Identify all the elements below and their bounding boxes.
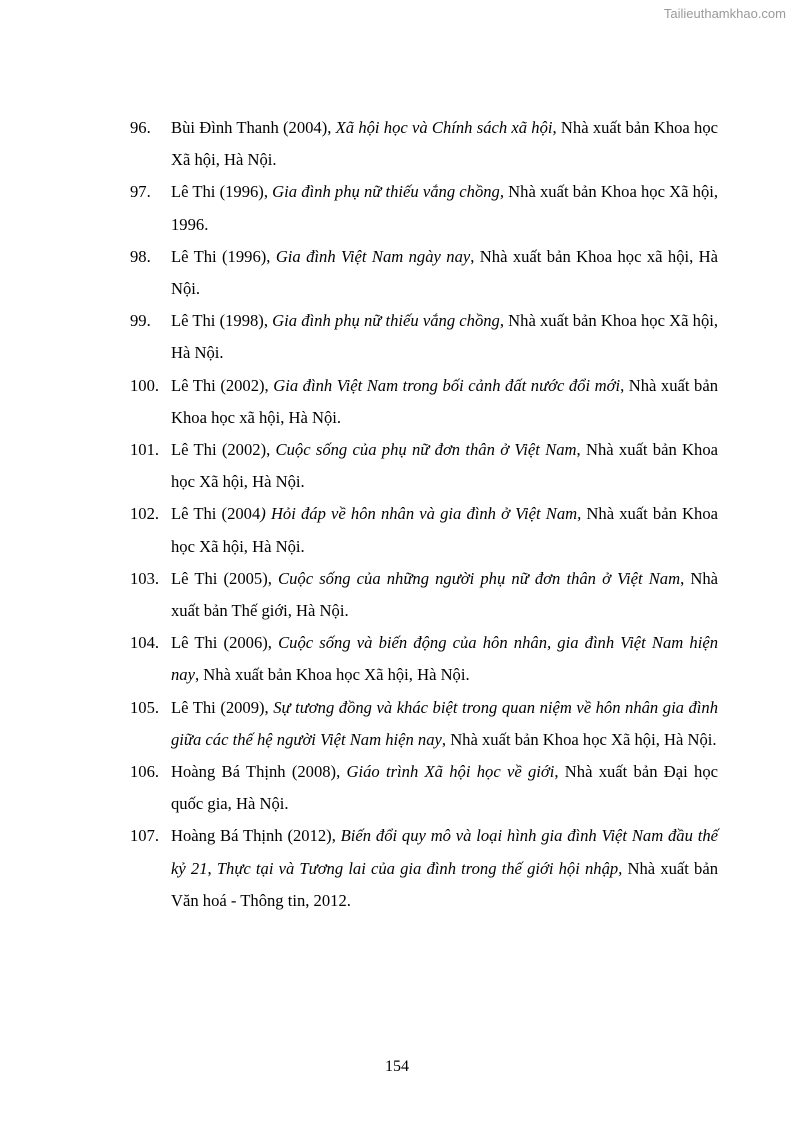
reference-segment: , Nhà xuất bản Khoa học xã hội, Hà Nội. bbox=[171, 246, 719, 299]
reference-segment: Nhà xuất bản Khoa học Xã hội, Hà Nội. bbox=[171, 504, 718, 556]
reference-segment: Hoàng Bá Thịnh (2012), bbox=[171, 826, 341, 846]
reference-list bbox=[130, 112, 718, 917]
reference-segment: , Nhà xuất bản Đại học quốc gia, Hà Nội. bbox=[171, 762, 718, 814]
reference-title: Cuộc sống của phụ nữ đơn thân ở Việt Nam bbox=[275, 440, 577, 460]
reference-segment: Lê Thi (2002), bbox=[171, 375, 274, 395]
reference-text bbox=[171, 241, 718, 305]
reference-number: 97. bbox=[130, 182, 151, 202]
reference-item bbox=[130, 692, 718, 756]
reference-title: Gia đình phụ nữ thiếu vắng chồng, bbox=[272, 182, 504, 202]
reference-item bbox=[130, 176, 718, 240]
page-number: 154 bbox=[385, 1058, 409, 1075]
reference-title: Sự tương đồng và khác biệt trong quan niệm về hôn nhân gia đình giữa các thế hệ người Việt Nam hiện nay bbox=[171, 697, 719, 749]
reference-title: Xã hội học và Chính sách xã hội, bbox=[335, 118, 557, 137]
reference-text bbox=[171, 498, 718, 562]
reference-title: Gia đình phụ nữ thiếu vắng chồng bbox=[272, 311, 500, 331]
reference-segment: Bùi Đình Thanh (2004), bbox=[171, 118, 336, 137]
reference-segment: Lê Thi (2002), bbox=[171, 440, 276, 460]
reference-item bbox=[130, 820, 718, 917]
reference-item bbox=[130, 370, 718, 434]
reference-segment: Lê Thi (2006), bbox=[171, 633, 279, 653]
reference-item bbox=[130, 434, 718, 498]
reference-title: Gia đình Việt Nam ngày nay bbox=[275, 246, 471, 266]
reference-text bbox=[171, 692, 718, 756]
reference-title: ) Hỏi đáp về hôn nhân và gia đình ở Việt Nam, bbox=[260, 504, 582, 524]
reference-segment: Lê Thi (2009), bbox=[171, 697, 274, 717]
reference-title: Gia đình Việt Nam trong bối cảnh đất nước đổi mới bbox=[273, 375, 621, 395]
reference-item bbox=[130, 112, 718, 176]
reference-text bbox=[171, 563, 718, 627]
reference-number: 103. bbox=[130, 568, 160, 588]
reference-text bbox=[171, 370, 718, 434]
reference-title: Biến đổi quy mô và loại hình gia đình Việt Nam đầu thế kỷ 21 bbox=[171, 826, 718, 878]
reference-text bbox=[171, 627, 718, 691]
reference-segment: , Nhà xuất bản Khoa học xã hội, Hà Nội. bbox=[171, 375, 718, 427]
reference-segment: Lê Thi (1996), bbox=[171, 182, 273, 202]
reference-segment: Lê Thi (2005), bbox=[171, 568, 279, 588]
reference-number: 96. bbox=[130, 118, 151, 137]
reference-segment: , Nhà xuất bản Khoa học Xã hội, Hà Nội. bbox=[194, 665, 470, 685]
reference-text bbox=[171, 112, 718, 176]
reference-segment: Lê Thi (2004 bbox=[171, 504, 261, 524]
reference-number: 102. bbox=[130, 504, 160, 524]
reference-segment: Hoàng Bá Thịnh (2008), bbox=[171, 762, 347, 782]
reference-segment: , Nhà xuất bản Khoa học Xã hội, Hà Nội. bbox=[171, 440, 718, 492]
reference-item bbox=[130, 305, 718, 369]
reference-segment: Nhà xuất bản Văn hoá - Thông tin, 2012. bbox=[171, 858, 719, 910]
reference-number: 106. bbox=[130, 762, 160, 782]
watermark: Tailieuthamkhao.com bbox=[663, 6, 786, 21]
reference-item bbox=[130, 627, 718, 691]
reference-text bbox=[171, 305, 718, 369]
reference-item bbox=[130, 563, 718, 627]
reference-text bbox=[171, 756, 718, 820]
reference-segment: Lê Thi (1996), bbox=[171, 246, 276, 266]
reference-segment: , Nhà xuất bản Khoa học Xã hội, Hà Nội. bbox=[441, 729, 717, 749]
reference-title: Cuộc sống và biến động của hôn nhân, gia đình Việt Nam hiện nay bbox=[171, 633, 719, 685]
reference-segment: Lê Thi (1998), bbox=[171, 311, 273, 331]
reference-text bbox=[171, 820, 718, 917]
reference-number: 98. bbox=[130, 246, 151, 266]
reference-text bbox=[171, 434, 718, 498]
reference-title: Giáo trình Xã hội học về giới bbox=[346, 762, 555, 782]
reference-item bbox=[130, 498, 718, 562]
reference-segment: Nhà xuất bản Khoa học Xã hội, Hà Nội. bbox=[171, 118, 718, 170]
reference-number: 105. bbox=[130, 697, 160, 717]
reference-item bbox=[130, 241, 718, 305]
reference-number: 100. bbox=[130, 375, 160, 395]
reference-number: 99. bbox=[130, 311, 151, 331]
reference-segment: , Nhà xuất bản Khoa học Xã hội, Hà Nội. bbox=[171, 311, 718, 363]
reference-number: 101. bbox=[130, 440, 160, 460]
reference-number: 104. bbox=[130, 633, 160, 653]
reference-segment: , Nhà xuất bản Thế giới, Hà Nội. bbox=[171, 568, 718, 621]
reference-segment: , bbox=[207, 858, 217, 878]
reference-title: Thực tại và Tương lai của gia đình trong thế giới hội nhập, bbox=[216, 858, 623, 878]
reference-item bbox=[130, 756, 718, 820]
reference-segment: Nhà xuất bản Khoa học Xã hội, 1996. bbox=[171, 182, 719, 234]
reference-number: 107. bbox=[130, 826, 160, 846]
reference-text bbox=[171, 176, 718, 240]
reference-title: Cuộc sống của những người phụ nữ đơn thân ở Việt Nam bbox=[278, 568, 681, 588]
